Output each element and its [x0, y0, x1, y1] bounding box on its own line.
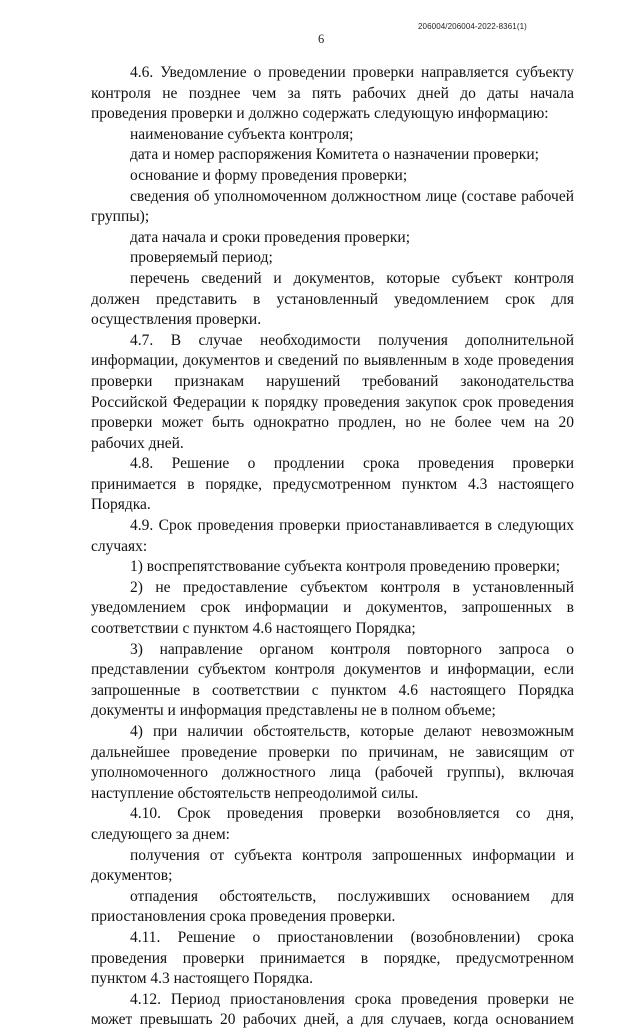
list-item: отпадения обстоятельств, послуживших основанием для приостановления срока проведения проверки. — [91, 887, 574, 926]
list-item: 4) при наличии обстоятельств, которые делают невозможным дальнейшее проведение проверки по причинам, не зависящим от уполномоченного должностного лица (рабочей группы), включая наступление обстоятельств непреодолимой силы. — [91, 723, 574, 802]
paragraph-4-11: 4.11. Решение о приостановлении (возобновлении) срока проведения проверки принимается в порядке, предусмотренном пунктом 4.3 настоящего Порядка. — [91, 928, 574, 988]
list-item: перечень сведений и документов, которые субъект контроля должен представить в установленный уведомлением срок для осуществления проверки. — [91, 269, 574, 329]
list-item: основание и форму проведения проверки; — [130, 166, 408, 184]
paragraph-4-10: 4.10. Срок проведения проверки возобновляется со дня, следующего за днем: — [91, 805, 574, 843]
list-item: дата и номер распоряжения Комитета о назначении проверки; — [130, 146, 539, 164]
document-number: 206004/206004-2022-8361(1) — [418, 22, 527, 31]
page-number: 6 — [318, 32, 325, 46]
paragraph-4-12: 4.12. Период приостановления срока проведения проверки не может превышать 20 рабочих дней, а для случаев, когда основанием — [91, 990, 574, 1029]
list-item: наименование субъекта контроля; — [130, 125, 354, 143]
list-item: 3) направление органом контроля повторного запроса о представлении субъектом контроля документов и информации, если запрошенные в соответствии с пунктом 4.6 настоящего Порядка документы и информация представлены не в полном объеме; — [91, 640, 574, 720]
paragraph-4-9: 4.9. Срок проведения проверки приостанавливается в следующих случаях: — [91, 517, 574, 555]
document-body — [91, 63, 574, 1031]
list-item: получения от субъекта контроля запрошенных информации и документов; — [91, 846, 574, 885]
paragraph-4-7: 4.7. В случае необходимости получения дополнительной информации, документов и сведений по выявленным в ходе проведения проверки признакам нарушений требований законодательства Российской Федерации к порядку проведения закупок срок проведения проверки может быть однократно продлен, но не более чем на 20 рабочих дней. — [91, 331, 574, 452]
list-item: сведения об уполномоченном должностном лице (составе рабочей группы); — [91, 187, 574, 226]
list-item: дата начала и сроки проведения проверки; — [130, 228, 411, 246]
list-item: 2) не предоставление субъектом контроля в установленный уведомлением срок информации и документов, запрошенных в соответствии с пунктом 4.6 настоящего Порядка; — [91, 578, 574, 638]
paragraph-4-8: 4.8. Решение о продлении срока проведения проверки принимается в порядке, предусмотренном пунктом 4.3 настоящего Порядка. — [91, 455, 574, 514]
list-item: проверяемый период; — [130, 249, 273, 267]
list-item: 1) воспрепятствование субъекта контроля проведению проверки; — [130, 558, 561, 576]
paragraph-4-6: 4.6. Уведомление о проведении проверки направляется субъекту контроля не позднее чем за пять рабочих дней до даты начала проведения проверки и должно содержать следующую информацию: — [91, 64, 574, 123]
